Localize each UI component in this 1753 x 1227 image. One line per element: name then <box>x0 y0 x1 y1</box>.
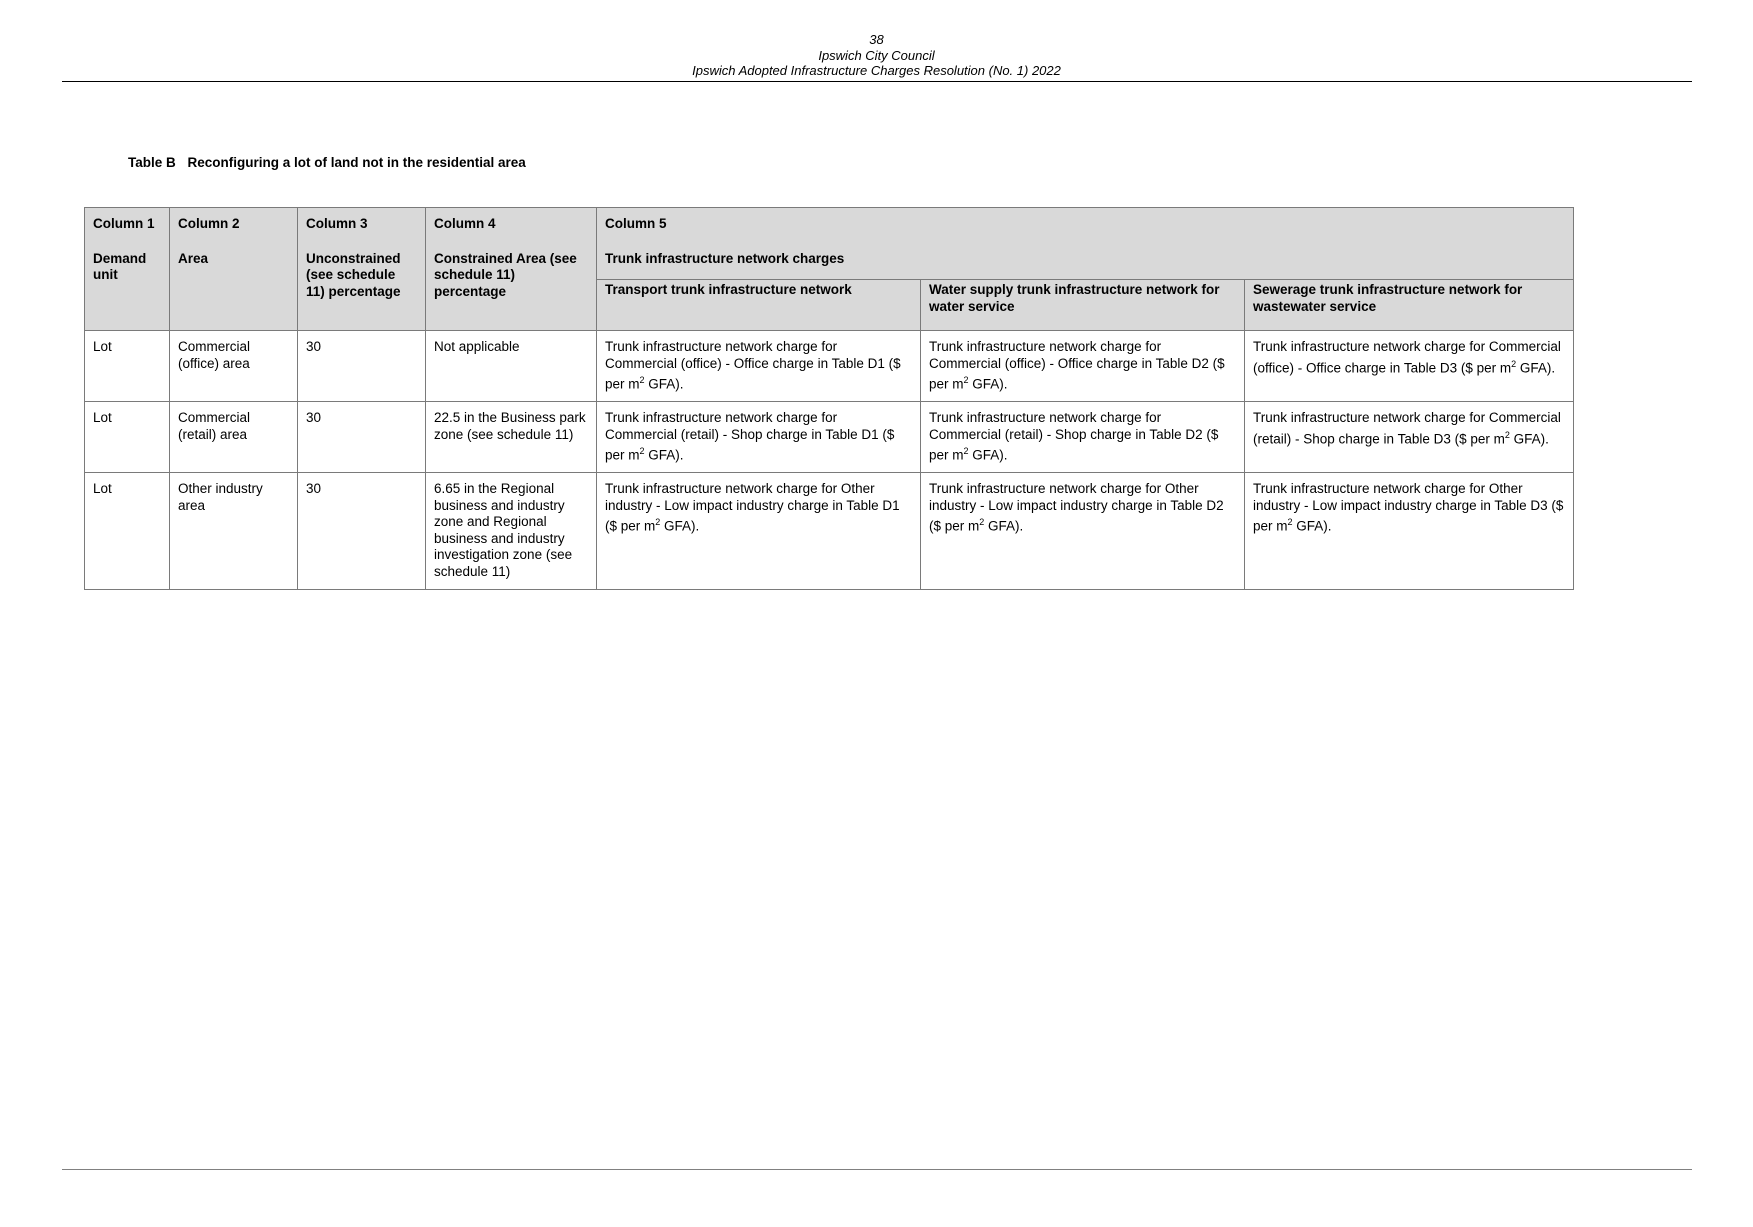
unit-superscript: 2 <box>639 446 645 456</box>
charge-text: Trunk infrastructure network charge for Other industry - Low impact industry charge in Table D1 ($ per m <box>605 481 900 534</box>
column-description: Area <box>178 250 209 266</box>
unconstrained-cell: 30 <box>298 402 426 473</box>
table-row <box>85 473 1574 590</box>
area-cell: Commercial (office) area <box>170 331 298 402</box>
document-title: Ipswich Adopted Infrastructure Charges Resolution (No. 1) 2022 <box>692 63 1061 78</box>
unit-suffix: GFA). <box>1509 431 1549 446</box>
water-charge-cell <box>921 402 1245 473</box>
unit-suffix: GFA). <box>984 518 1024 534</box>
area-cell: Commercial (retail) area <box>170 402 298 473</box>
constrained-cell: 6.65 in the Regional business and industry zone and Regional business and industry investigation zone (see schedule 11) <box>426 473 597 590</box>
transport-charge-cell <box>597 402 921 473</box>
column-description: Constrained Area (see schedule 11) percentage <box>434 250 577 299</box>
water-subheader: Water supply trunk infrastructure network for water service <box>921 280 1245 331</box>
unit-suffix: GFA). <box>1516 360 1556 375</box>
unit-suffix: GFA). <box>644 447 684 463</box>
table-caption-label: Table B <box>128 155 176 170</box>
column-1-header <box>85 208 170 331</box>
demand-unit-cell: Lot <box>85 402 170 473</box>
charge-text: Trunk infrastructure network charge for Commercial (office) - Office charge in Table D1 ($ per m <box>605 339 901 392</box>
column-description: Trunk infrastructure network charges <box>605 250 845 266</box>
unit-suffix: GFA). <box>968 447 1008 463</box>
column-description: Demand unit <box>93 250 147 282</box>
unconstrained-cell: 30 <box>298 331 426 402</box>
transport-subheader: Transport trunk infrastructure network <box>597 280 921 331</box>
table-caption-title: Reconfiguring a lot of land not in the residential area <box>187 155 526 170</box>
unit-superscript: 2 <box>1287 517 1293 527</box>
table-row <box>85 331 1574 402</box>
unit-superscript: 2 <box>963 375 969 385</box>
header-rule <box>62 81 1692 82</box>
page-header <box>0 32 1753 79</box>
unit-suffix: GFA). <box>644 376 684 392</box>
charge-text: Trunk infrastructure network charge for Commercial (retail) - Shop charge in Table D3 ($ per m <box>1253 410 1561 446</box>
charge-text: Trunk infrastructure network charge for Commercial (office) - Office charge in Table D2 ($ per m <box>929 339 1225 392</box>
column-label: Column 5 <box>605 216 667 231</box>
sewerage-subheader: Sewerage trunk infrastructure network for wastewater service <box>1245 280 1574 331</box>
header-row <box>85 208 1574 280</box>
unit-superscript: 2 <box>1504 429 1510 440</box>
unit-superscript: 2 <box>639 375 645 385</box>
unit-superscript: 2 <box>979 517 985 527</box>
water-charge-cell <box>921 331 1245 402</box>
charge-text: Trunk infrastructure network charge for Commercial (office) - Office charge in Table D3 ($ per m <box>1253 339 1561 375</box>
water-charge-cell <box>921 473 1245 590</box>
unit-suffix: GFA). <box>660 518 700 534</box>
council-name: Ipswich City Council <box>818 47 935 63</box>
column-3-header <box>298 208 426 331</box>
unit-suffix: GFA). <box>1292 518 1332 534</box>
sewerage-charge-cell <box>1245 331 1574 402</box>
unit-superscript: 2 <box>1511 358 1517 369</box>
unit-suffix: GFA). <box>968 376 1008 392</box>
charge-text: Trunk infrastructure network charge for Other industry - Low impact industry charge in Table D2 ($ per m <box>929 481 1224 534</box>
charge-text: Trunk infrastructure network charge for Other industry - Low impact industry charge in Table D3 ($ per m <box>1253 481 1564 534</box>
sewerage-charge-cell <box>1245 473 1574 590</box>
column-2-header <box>170 208 298 331</box>
charge-text: Trunk infrastructure network charge for Commercial (retail) - Shop charge in Table D2 ($ per m <box>929 410 1219 463</box>
table-caption <box>128 155 526 170</box>
transport-charge-cell <box>597 473 921 590</box>
unit-superscript: 2 <box>655 517 661 527</box>
demand-unit-cell: Lot <box>85 331 170 402</box>
constrained-cell: Not applicable <box>426 331 597 402</box>
table-row <box>85 402 1574 473</box>
column-label: Column 1 <box>93 216 155 231</box>
footer-rule <box>62 1169 1692 1170</box>
column-4-header <box>426 208 597 331</box>
unconstrained-cell: 30 <box>298 473 426 590</box>
column-5-header <box>597 208 1574 280</box>
column-label: Column 4 <box>434 216 496 231</box>
unit-superscript: 2 <box>963 446 969 456</box>
charge-text: Trunk infrastructure network charge for Commercial (retail) - Shop charge in Table D1 ($ per m <box>605 410 895 463</box>
column-description: Unconstrained (see schedule 11) percentage <box>306 250 401 299</box>
constrained-cell: 22.5 in the Business park zone (see schedule 11) <box>426 402 597 473</box>
page-number: 38 <box>869 32 884 47</box>
sewerage-charge-cell <box>1245 402 1574 473</box>
column-label: Column 2 <box>178 216 240 231</box>
column-label: Column 3 <box>306 216 368 231</box>
transport-charge-cell <box>597 331 921 402</box>
demand-unit-cell: Lot <box>85 473 170 590</box>
charges-table <box>84 207 1574 590</box>
area-cell: Other industry area <box>170 473 298 590</box>
